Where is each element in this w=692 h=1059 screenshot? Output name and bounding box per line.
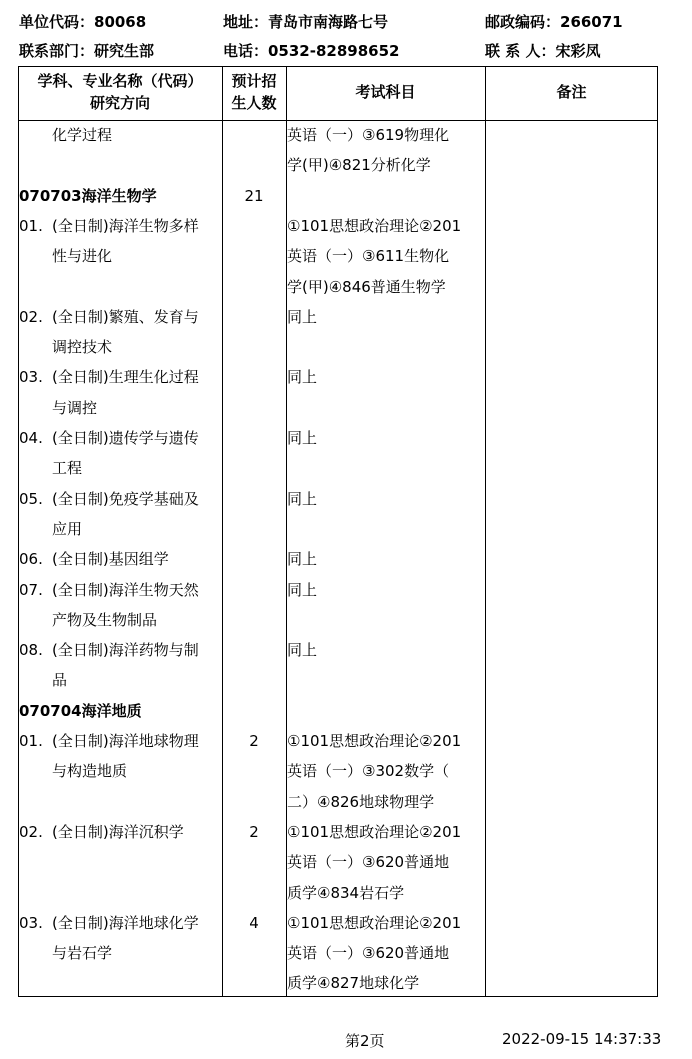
exam-subjects: 二）④826地球物理学 — [287, 792, 435, 811]
exam-subjects: 英语（一）③619物理化 — [287, 126, 450, 144]
direction-name: (全日制)海洋地球物理 — [52, 732, 199, 750]
exam-subjects: 英语（一）③620普通地 — [287, 944, 450, 963]
direction-name: 产物及生物制品 — [52, 610, 158, 629]
direction-number: 06. — [19, 550, 43, 569]
direction-number: 05. — [19, 489, 43, 508]
column-header-remarks: 备注 — [556, 83, 587, 101]
exam-subjects: 学(甲)④821分析化学 — [287, 156, 431, 175]
page-number: 第2页 — [345, 1032, 385, 1050]
exam-subjects: 质学④834岩石学 — [287, 883, 405, 902]
direction-name: 工程 — [52, 459, 83, 478]
direction-name: (全日制)生理生化过程 — [52, 368, 199, 387]
exam-subjects: 同上 — [287, 580, 318, 599]
column-header-subject-line2: 研究方向 — [89, 94, 150, 112]
direction-number: 02. — [19, 307, 43, 326]
exam-subjects: 同上 — [287, 368, 318, 387]
enrollment-count: 21 — [244, 186, 264, 205]
direction-name: 与岩石学 — [52, 944, 113, 963]
exam-subjects: 英语（一）③611生物化 — [287, 247, 450, 266]
exam-subjects: ①101思想政治理论②201 — [287, 822, 462, 841]
discipline-title: 070704海洋地质 — [19, 701, 142, 720]
column-header-enrollment-line1: 预计招 — [231, 72, 277, 90]
direction-name: (全日制)海洋生物天然 — [52, 580, 199, 599]
exam-subjects: 同上 — [287, 641, 318, 660]
direction-number: 03. — [19, 368, 43, 387]
direction-name: 性与进化 — [52, 247, 113, 266]
direction-name: (全日制)海洋生物多样 — [52, 216, 199, 235]
direction-name: (全日制)遗传学与遗传 — [52, 429, 199, 447]
exam-subjects: 质学④827地球化学 — [287, 974, 420, 993]
direction-name: (全日制)海洋沉积学 — [52, 822, 184, 841]
direction-name: 与调控 — [52, 398, 98, 417]
direction-number: 04. — [19, 429, 43, 447]
direction-number: 01. — [19, 216, 43, 235]
exam-subjects: 英语（一）③620普通地 — [287, 853, 450, 872]
enrollment-count: 2 — [249, 732, 259, 750]
exam-subjects: ①101思想政治理论②201 — [287, 913, 462, 932]
direction-name: 化学过程 — [52, 126, 113, 144]
unit-code: 单位代码：80068 — [19, 13, 147, 31]
column-header-exam: 考试科目 — [355, 83, 416, 101]
column-header-subject-line1: 学科、专业名称（代码） — [37, 72, 203, 90]
print-timestamp: 2022-09-15 14:37:33 — [502, 1030, 662, 1048]
column-header-enrollment-line2: 生人数 — [231, 94, 277, 112]
direction-name: (全日制)基因组学 — [52, 550, 169, 569]
direction-name: (全日制)海洋药物与制 — [52, 641, 199, 660]
direction-number: 07. — [19, 580, 43, 599]
direction-name: (全日制)繁殖、发育与 — [52, 307, 199, 326]
direction-name: (全日制)免疫学基础及 — [52, 489, 199, 508]
exam-subjects: 同上 — [287, 550, 318, 569]
exam-subjects: 同上 — [287, 489, 318, 508]
discipline-title: 070703海洋生物学 — [19, 186, 157, 205]
direction-number: 02. — [19, 822, 43, 841]
column-divider — [485, 66, 486, 997]
column-header-subject — [18, 70, 222, 114]
direction-number: 08. — [19, 641, 43, 660]
exam-subjects: ①101思想政治理论②201 — [287, 732, 462, 750]
address: 地址：青岛市南海路七号 — [223, 13, 389, 31]
direction-name: 调控技术 — [52, 338, 113, 357]
enrollment-count: 2 — [249, 822, 259, 841]
direction-name: (全日制)海洋地球化学 — [52, 913, 199, 932]
direction-name: 应用 — [52, 519, 83, 538]
contact-person: 联 系 人：宋彩凤 — [485, 42, 601, 60]
enrollment-count: 4 — [249, 913, 259, 932]
exam-subjects: 同上 — [287, 307, 318, 326]
postal-code: 邮政编码：266071 — [485, 13, 623, 31]
direction-number: 01. — [19, 732, 43, 750]
exam-subjects: ①101思想政治理论②201 — [287, 216, 462, 235]
column-header-enrollment — [222, 70, 286, 114]
direction-name: 品 — [52, 671, 68, 690]
direction-number: 03. — [19, 913, 43, 932]
exam-subjects: 同上 — [287, 429, 318, 447]
direction-name: 与构造地质 — [52, 762, 128, 781]
phone: 电话：0532-82898652 — [223, 42, 400, 60]
contact-department: 联系部门：研究生部 — [19, 42, 155, 60]
exam-subjects: 学(甲)④846普通生物学 — [287, 277, 446, 296]
exam-subjects: 英语（一）③302数学（ — [287, 762, 450, 781]
